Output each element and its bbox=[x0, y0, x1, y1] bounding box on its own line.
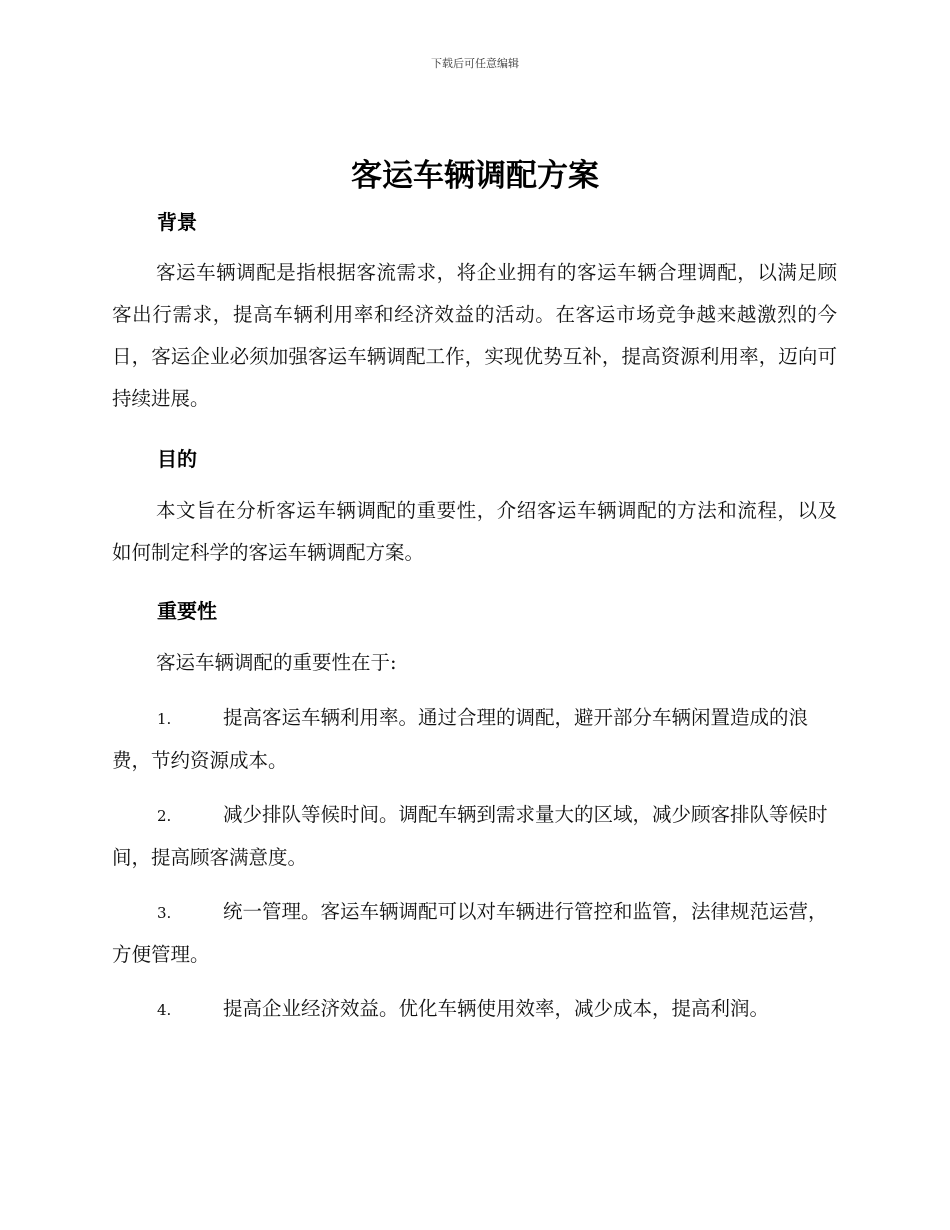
list-item-number: 3. bbox=[157, 904, 172, 922]
list-item-number: 1. bbox=[157, 710, 172, 728]
list-item bbox=[112, 988, 837, 1031]
list-item-text: 减少排队等候时间。调配车辆到需求量大的区域，减少顾客排队等候时间，提高顾客满意度。 bbox=[112, 803, 828, 869]
list-item-text: 统一管理。客运车辆调配可以对车辆进行管控和监管，法律规范运营，方便管理。 bbox=[112, 900, 828, 966]
list-item-number: 4. bbox=[157, 1001, 172, 1019]
list-item-text: 提高企业经济效益。优化车辆使用效率，减少成本，提高利润。 bbox=[223, 997, 770, 1020]
list-item-number: 2. bbox=[157, 807, 172, 825]
list-item bbox=[112, 697, 837, 782]
page-header-note: 下载后可任意编辑 bbox=[431, 57, 519, 70]
list-item-text: 提高客运车辆利用率。通过合理的调配，避开部分车辆闲置造成的浪费，节约资源成本。 bbox=[112, 706, 809, 772]
paragraph-background: 客运车辆调配是指根据客流需求，将企业拥有的客运车辆合理调配，以满足顾客出行需求，提高车辆利用率和经济效益的活动。在客运市场竞争越来越激烈的今日，客运企业必须加强客运车辆调配工作，实现优势互补，提高资源利用率，迈向可持续进展。 bbox=[112, 261, 837, 410]
list-item bbox=[112, 891, 837, 976]
paragraph-importance-intro: 客运车辆调配的重要性在于: bbox=[156, 651, 397, 674]
heading-importance: 重要性 bbox=[157, 599, 217, 623]
heading-purpose: 目的 bbox=[157, 447, 197, 471]
list-item bbox=[112, 794, 837, 879]
document-title: 客运车辆调配方案 bbox=[351, 158, 599, 194]
heading-background: 背景 bbox=[157, 210, 197, 234]
paragraph-purpose: 本文旨在分析客运车辆调配的重要性，介绍客运车辆调配的方法和流程，以及如何制定科学的客运车辆调配方案。 bbox=[112, 499, 837, 564]
